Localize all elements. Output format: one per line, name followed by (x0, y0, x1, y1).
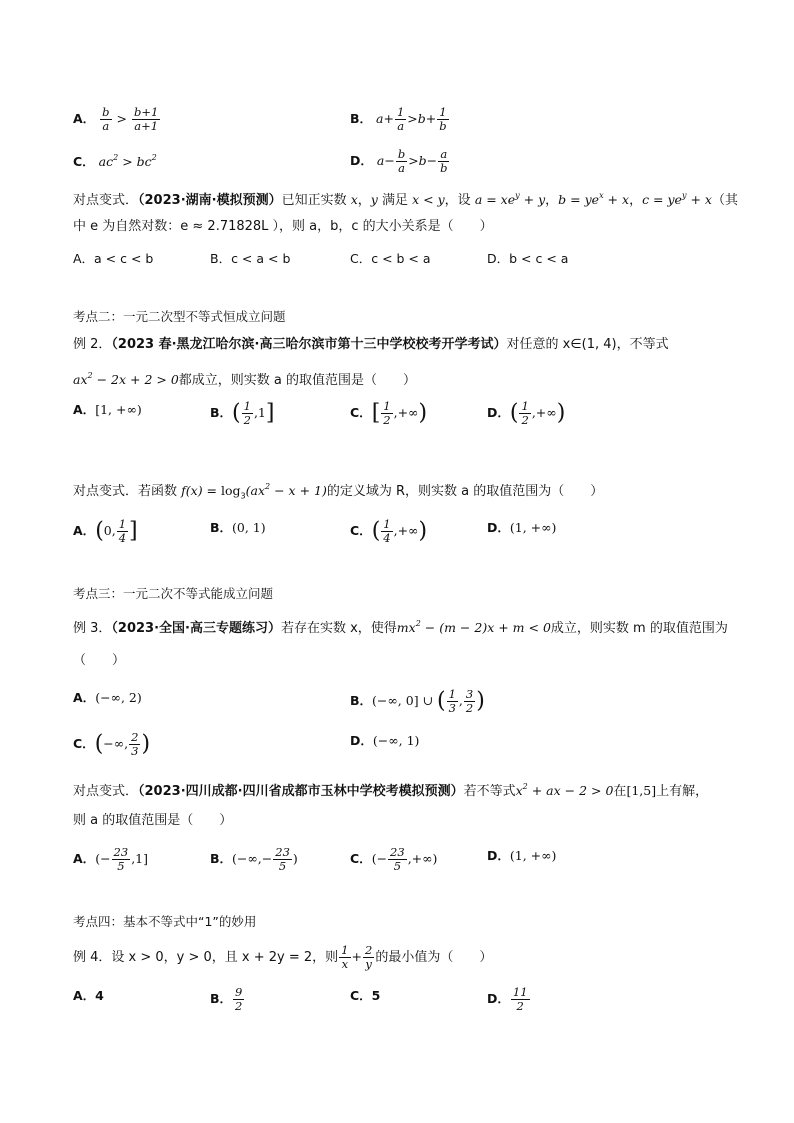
variant3-option-c: C．(− $\frac{23}{5}$ ,+∞) (350, 845, 438, 873)
variant2-option-c: C．( $\frac{1}{4}$ ,+∞) (350, 517, 428, 545)
variant3-option-a: A．(− $\frac{23}{5}$ ,1] (73, 845, 148, 873)
prev-option-c: C． $ac^2 > bc^2$ (73, 153, 157, 169)
variant3-line1: 对点变式．（2023·四川成都·四川省成都市玉林中学校考模拟预测）若不等式$x^2$ + ax − 2 > 0在[1,5]上有解， (73, 782, 709, 799)
example2-line2: $ax^2 - 2x + 2 > 0$都成立，则实数 a 的取值范围是（ ） (73, 371, 417, 388)
variant1-option-d: D．b < c < a (487, 251, 569, 266)
variant2-option-b: B．(0, 1) (210, 520, 266, 535)
variant2-option-d: D．(1, +∞) (487, 520, 557, 535)
example3-line2: （ ） (73, 653, 126, 668)
example4-option-a: A．4 (73, 988, 104, 1003)
example3-option-d: D．(−∞, 1) (350, 733, 420, 748)
example2-option-d: D．( $\frac{1}{2}$ ,+∞) (487, 399, 566, 427)
variant3-option-d: D．(1, +∞) (487, 848, 557, 863)
variant1-line2: 中 e 为自然对数：e ≈ 2.71828L ），则 a，b，c 的大小关系是（ ） (73, 219, 493, 234)
variant1-option-b: B．c < a < b (210, 251, 291, 266)
example3-option-c: C．(−∞, $\frac{2}{3}$ ) (73, 730, 151, 758)
variant2-option-a: A．(0, $\frac{1}{4}$ ] (73, 517, 138, 545)
variant2-line: 对点变式．若函数 $f(x) = \log_3(ax^2 - x + 1)$的定义域为 R，则实数 a 的取值范围为（ ） (73, 482, 604, 501)
example3-line1: 例 3．（2023·全国·高三专题练习）若存在实数 x，使得$mx^2 - (m - 2)x + m < 0$成立，则实数 m 的取值范围为 (73, 619, 728, 636)
variant1-option-a: A．a < c < b (73, 251, 154, 266)
section3-title: 考点三：一元二次不等式能成立问题 (73, 586, 274, 601)
prev-option-d: D． a− $\frac{b}{a}$ >b− $\frac{a}{b}$ (350, 147, 448, 175)
section2-title: 考点二：一元二次型不等式恒成立问题 (73, 309, 286, 324)
example4-line: 例 4．设 x > 0，y > 0，且 x + 2y = 2，则 $\frac{1}{x}$ + $\frac{2}{y}$ 的最小值为（ ） (73, 943, 493, 971)
section4-title: 考点四：基本不等式中“1”的妙用 (73, 914, 257, 929)
example2-line1: 例 2．（2023 春·黑龙江哈尔滨·高三哈尔滨市第十三中学校校考开学考试）对任意的 x∈(1, 4)，不等式 (73, 337, 669, 352)
variant3-option-b: B．(−∞,− $\frac{23}{5}$ ) (210, 845, 298, 873)
example2-option-b: B．( $\frac{1}{2}$ ,1] (210, 399, 275, 427)
example4-option-b: B． $\frac{9}{2}$ (210, 985, 243, 1013)
variant1-line1: 对点变式．（2023·湖南·模拟预测）已知正实数 x，y 满足 x < y，设 $a = xe^y + y$，$b = ye^x + x$，$c = ye^y + x$（其 (73, 191, 738, 208)
example3-option-b: B．(−∞, 0] ∪ ( $\frac{1}{3}$ , $\frac{3}{2}$ ) (350, 687, 485, 715)
example3-option-a: A．(−∞, 2) (73, 690, 142, 705)
example4-option-c: C．5 (350, 988, 381, 1003)
prev-option-a: A． $\frac{b}{a}$ > $\frac{b+1}{a+1}$ (73, 105, 159, 133)
example2-option-a: A．[1, +∞) (73, 402, 142, 417)
variant1-option-c: C．c < b < a (350, 251, 431, 266)
prev-option-b: B． a+ $\frac{1}{a}$ >b+ $\frac{1}{b}$ (350, 105, 447, 133)
example2-option-c: C．[ $\frac{1}{2}$ ,+∞) (350, 399, 428, 427)
variant3-line2: 则 a 的取值范围是（ ） (73, 813, 233, 828)
example4-option-d: D． $\frac{11}{2}$ (487, 985, 528, 1013)
